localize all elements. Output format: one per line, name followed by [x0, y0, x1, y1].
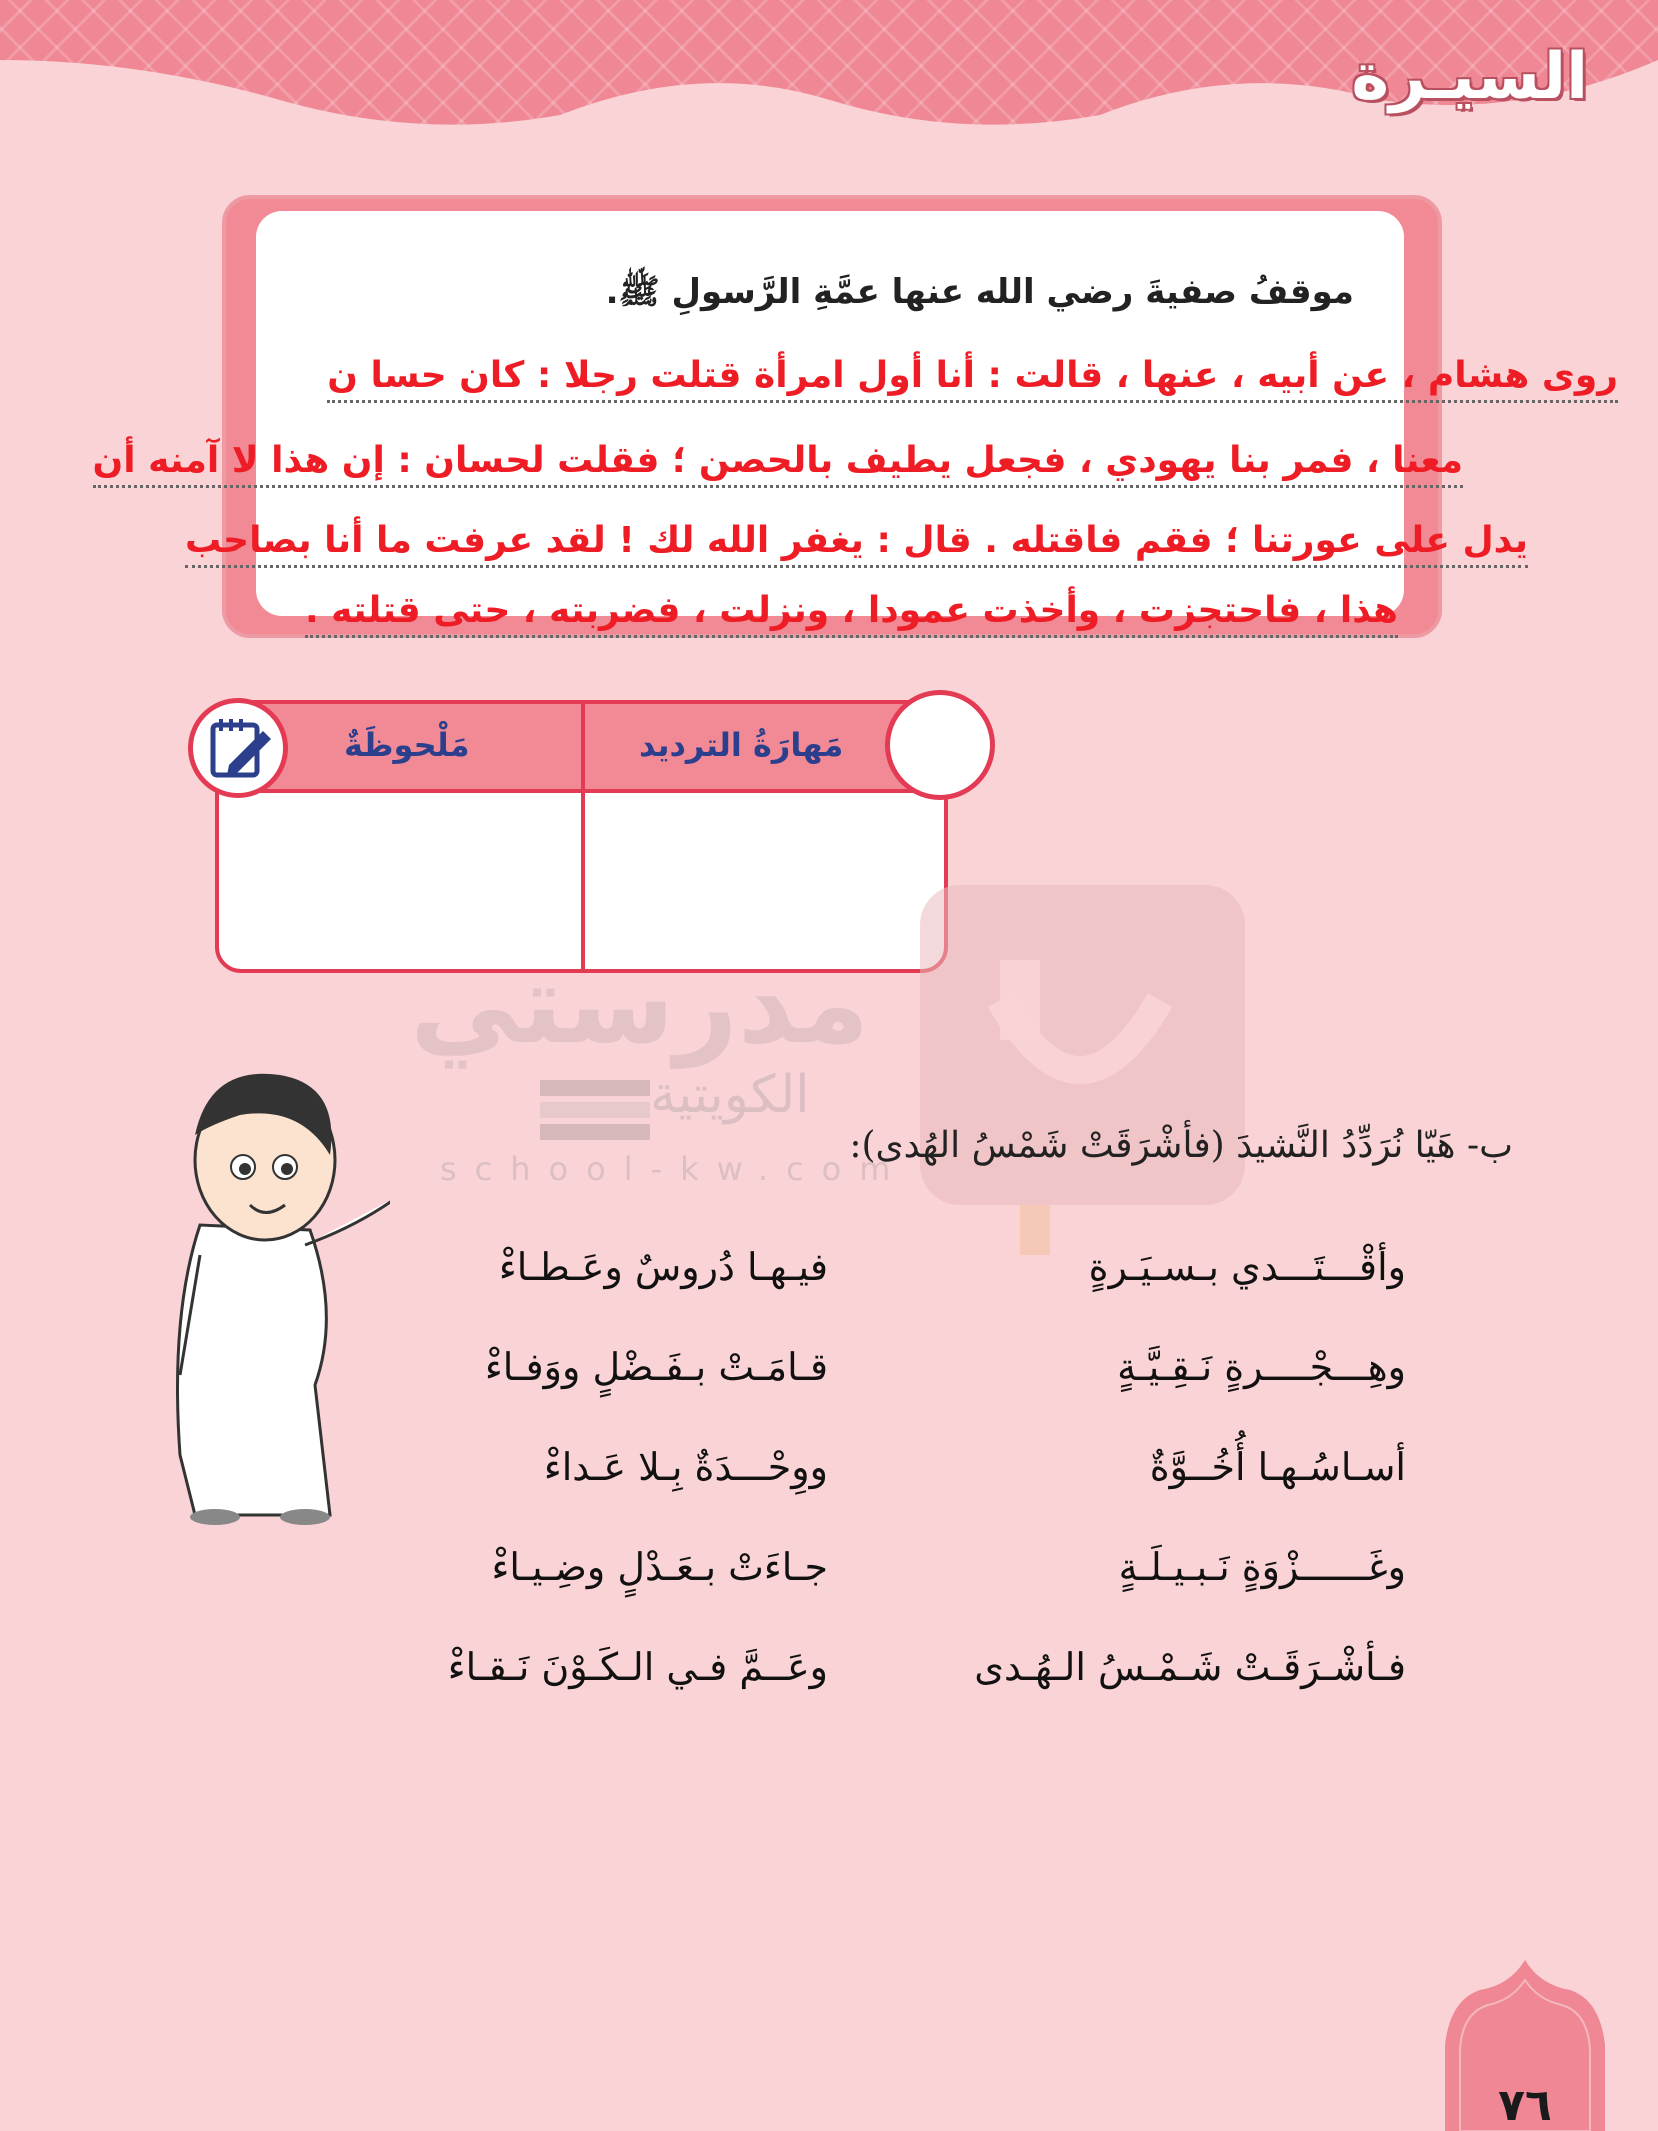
story-title: موقفُ صفيةَ رضي الله عنها عمَّةِ الرَّسولِ ﷺ. — [605, 272, 1354, 312]
skill-marker-circle — [885, 690, 995, 800]
verse-2-first: وهِـــجْــــرةٍ نَـقِـيَّـةٍ — [1117, 1345, 1406, 1389]
story-line-2: معنا ، فمر بنا يهودي ، فجعل يطيف بالحصن ؛ فقلت لحسان : إن هذا لا آمنه أن — [93, 440, 1464, 481]
verse-3-second: ووِحْـــدَةٌ بِـلا عَـداءْ — [543, 1445, 828, 1489]
verse-5-second: وعَــمَّ فـي الـكَـوْنَ نَـقـاءْ — [447, 1645, 828, 1689]
story-line-1: روى هشام ، عن أبيه ، عنها ، قالت : أنا أول امرأة قتلت رجلا : كان حسا ن — [327, 355, 1618, 396]
verse-1-second: فيـهـا دُروسٌ وعَـطـاءْ — [498, 1245, 828, 1289]
note-icon — [188, 698, 288, 798]
skill-column-label: مَهارَةُ الترديد — [639, 726, 844, 764]
page-number: ٧٦ — [1498, 2080, 1552, 2131]
verse-2-second: قـامَـتْ بـفَـضْلٍ ووَفـاءْ — [484, 1345, 828, 1389]
notepad-pencil-icon — [193, 703, 283, 793]
watermark — [400, 880, 1250, 1260]
note-column-label: مَلْحوظَةٌ — [344, 726, 470, 764]
watermark-sub: الكويتية — [650, 1065, 810, 1125]
verse-5-first: فـأشْـرَقَـتْ شَـمْـسُ الـهُـدى — [974, 1645, 1406, 1689]
watermark-logo-icon — [400, 880, 1250, 1260]
verse-4-second: جـاءَتْ بـعَـدْلٍ وضِـيـاءْ — [491, 1545, 828, 1589]
verse-4-first: وغَــــــزْوَةٍ نَـبـيـلَـةٍ — [1118, 1545, 1406, 1589]
nasheed-intro: ب- هَيّا نُرَدِّدُ النَّشيدَ (فأشْرَقَتْ شَمْسُ الهُدى): — [849, 1125, 1513, 1166]
section-title: السيـرة — [1351, 40, 1588, 114]
boy-illustration-icon — [140, 1055, 390, 1525]
story-line-3: يدل على عورتنا ؛ فقم فاقتله . قال : يغفر الله لك ! لقد عرفت ما أنا بصاحب — [185, 520, 1528, 561]
story-box — [222, 195, 1442, 638]
verse-3-first: أسـاسُـهـا أُخُــوَّةٌ — [1149, 1445, 1406, 1489]
story-line-4: هذا ، فاحتجزت ، وأخذت عمودا ، ونزلت ، فضربته ، حتى قتلته . — [305, 590, 1398, 631]
verse-1-first: وأقْـــتَـــدي بـسـيَـرةٍ — [1088, 1245, 1406, 1289]
watermark-brand: مدرستي — [410, 940, 870, 1068]
watermark-url: school-kw.com — [440, 1150, 909, 1188]
